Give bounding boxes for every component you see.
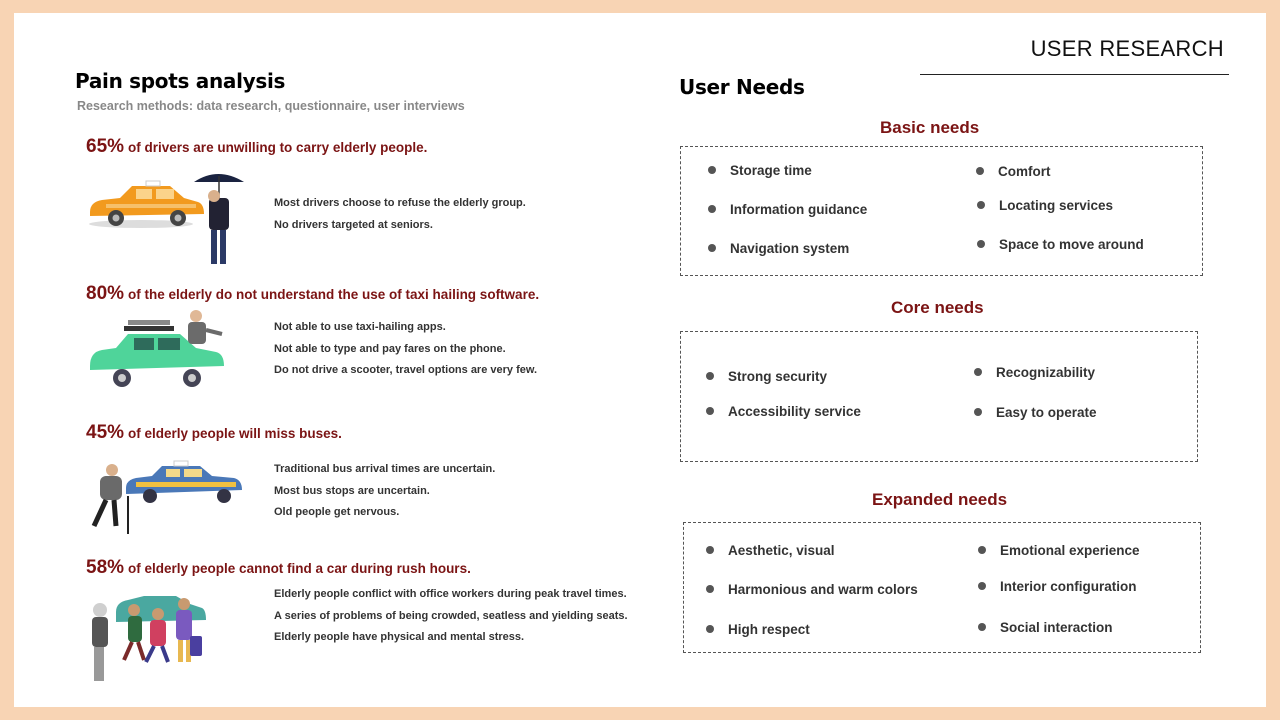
person-head: [208, 190, 220, 202]
person-body: [128, 616, 142, 642]
need-item: [706, 582, 918, 597]
detail-line: No drivers targeted at seniors.: [274, 218, 433, 231]
need-label: Recognizability: [996, 365, 1096, 380]
need-item: [978, 579, 1137, 594]
bullet-dot: [706, 372, 714, 380]
bullet-dot: [708, 244, 716, 252]
detail-line: A series of problems of being crowded, seatless and yielding seats.: [274, 609, 628, 622]
taxi-stripe: [106, 204, 196, 208]
need-label: Comfort: [998, 164, 1051, 179]
roof-rack: [124, 326, 174, 331]
taxi-window: [184, 469, 202, 477]
person-head: [178, 598, 190, 610]
taxi-stripe: [136, 482, 236, 487]
bullet-dot: [978, 582, 986, 590]
person-body: [176, 610, 192, 640]
stat-65: [86, 136, 427, 158]
need-label: Locating services: [999, 198, 1114, 213]
stat-80: [86, 283, 539, 305]
bullet-dot: [978, 623, 986, 631]
bullet-dot: [706, 625, 714, 633]
person-head: [106, 464, 118, 476]
person-body: [209, 198, 229, 230]
need-item: [977, 198, 1113, 213]
pain-spots-title: Pain spots analysis: [75, 69, 286, 93]
detail-line: Elderly people have physical and mental stress.: [274, 631, 525, 643]
taxi-window: [156, 189, 174, 199]
header-divider: [920, 74, 1229, 75]
person-head: [190, 310, 202, 322]
need-item: [974, 405, 1097, 420]
need-item: [706, 404, 861, 419]
need-label: Interior configuration: [1000, 579, 1137, 594]
need-label: Strong security: [728, 369, 828, 384]
stat-percent: 65%: [86, 136, 125, 157]
bullet-dot: [706, 407, 714, 415]
stat-45-details: [274, 459, 495, 524]
need-label: Emotional experience: [1000, 543, 1140, 558]
person-head: [93, 603, 107, 617]
need-label: Harmonious and warm colors: [728, 582, 918, 597]
need-item: [708, 202, 867, 217]
core-needs-box: [680, 331, 1198, 462]
missed-bus-illustration: [86, 460, 246, 536]
bullet-dot: [976, 167, 984, 175]
stat-percent: 58%: [86, 557, 125, 578]
stat-percent: 80%: [86, 283, 125, 304]
stat-58: [86, 557, 471, 579]
stat-65-details: [274, 193, 526, 236]
need-item: [974, 365, 1095, 380]
expanded-needs-title: Expanded needs: [872, 490, 1008, 509]
taxi-window: [166, 469, 180, 477]
need-item: [978, 543, 1140, 558]
basic-needs-title: Basic needs: [880, 118, 980, 137]
suitcase: [190, 636, 202, 656]
detail-line: Not able to type and pay fares on the phone.: [274, 342, 506, 355]
person-head: [128, 604, 140, 616]
need-item: [708, 163, 812, 178]
need-item: [708, 241, 849, 256]
bullet-dot: [708, 166, 716, 174]
research-methods: Research methods: data research, questionnaire, user interviews: [77, 99, 465, 113]
taxi-sign: [174, 461, 188, 466]
need-item: [706, 622, 810, 637]
need-item: [978, 620, 1113, 635]
need-label: Storage time: [730, 163, 812, 178]
rush-hour-illustration: [86, 588, 211, 688]
stat-80-details: [274, 317, 537, 382]
stat-text: of drivers are unwilling to carry elderly people.: [128, 140, 428, 155]
bullet-dot: [977, 201, 985, 209]
bullet-dot: [974, 408, 982, 416]
taxi-refuse-illustration: [86, 172, 251, 268]
bullet-dot: [978, 546, 986, 554]
page-title: USER RESEARCH: [1030, 36, 1224, 61]
need-label: Navigation system: [730, 241, 850, 256]
detail-line: Most drivers choose to refuse the elderly group.: [274, 197, 526, 209]
need-label: Accessibility service: [728, 404, 861, 419]
stat-text: of the elderly do not understand the use of taxi hailing software.: [128, 287, 540, 302]
person-body: [100, 476, 122, 500]
detail-line: Not able to use taxi-hailing apps.: [274, 321, 446, 333]
need-label: Social interaction: [1000, 620, 1113, 635]
detail-line: Elderly people conflict with office workers during peak travel times.: [274, 588, 627, 600]
wheel: [217, 489, 231, 503]
stat-45: [86, 422, 342, 444]
person-body: [92, 617, 108, 647]
person-body: [150, 620, 166, 646]
core-needs-title: Core needs: [891, 298, 984, 317]
bullet-dot: [706, 585, 714, 593]
elderly-car-illustration: [88, 308, 233, 394]
car-window: [158, 338, 180, 350]
need-label: Aesthetic, visual: [728, 543, 835, 558]
need-label: High respect: [728, 622, 810, 637]
stat-text: of elderly people will miss buses.: [128, 426, 342, 441]
detail-line: Do not drive a scooter, travel options are very few.: [274, 364, 538, 376]
taxi-sign: [146, 181, 160, 186]
stat-58-details: [274, 584, 628, 649]
need-label: Easy to operate: [996, 405, 1097, 420]
need-label: Space to move around: [999, 237, 1144, 252]
wheel: [143, 489, 157, 503]
stat-text: of elderly people cannot find a car during rush hours.: [128, 561, 471, 576]
user-needs-title: User Needs: [679, 75, 805, 99]
bullet-dot: [708, 205, 716, 213]
need-label: Information guidance: [730, 202, 868, 217]
taxi-window: [136, 189, 152, 199]
need-item: [976, 164, 1051, 179]
need-item: [977, 237, 1144, 252]
person-body: [188, 322, 206, 344]
bullet-dot: [706, 546, 714, 554]
detail-line: Most bus stops are uncertain.: [274, 484, 430, 497]
need-item: [706, 369, 827, 384]
person-head: [152, 608, 164, 620]
need-item: [706, 543, 835, 558]
stat-percent: 45%: [86, 422, 125, 443]
detail-line: Old people get nervous.: [274, 506, 400, 518]
bullet-dot: [977, 240, 985, 248]
car-window: [134, 338, 154, 350]
bullet-dot: [974, 368, 982, 376]
detail-line: Traditional bus arrival times are uncertain.: [274, 463, 496, 475]
